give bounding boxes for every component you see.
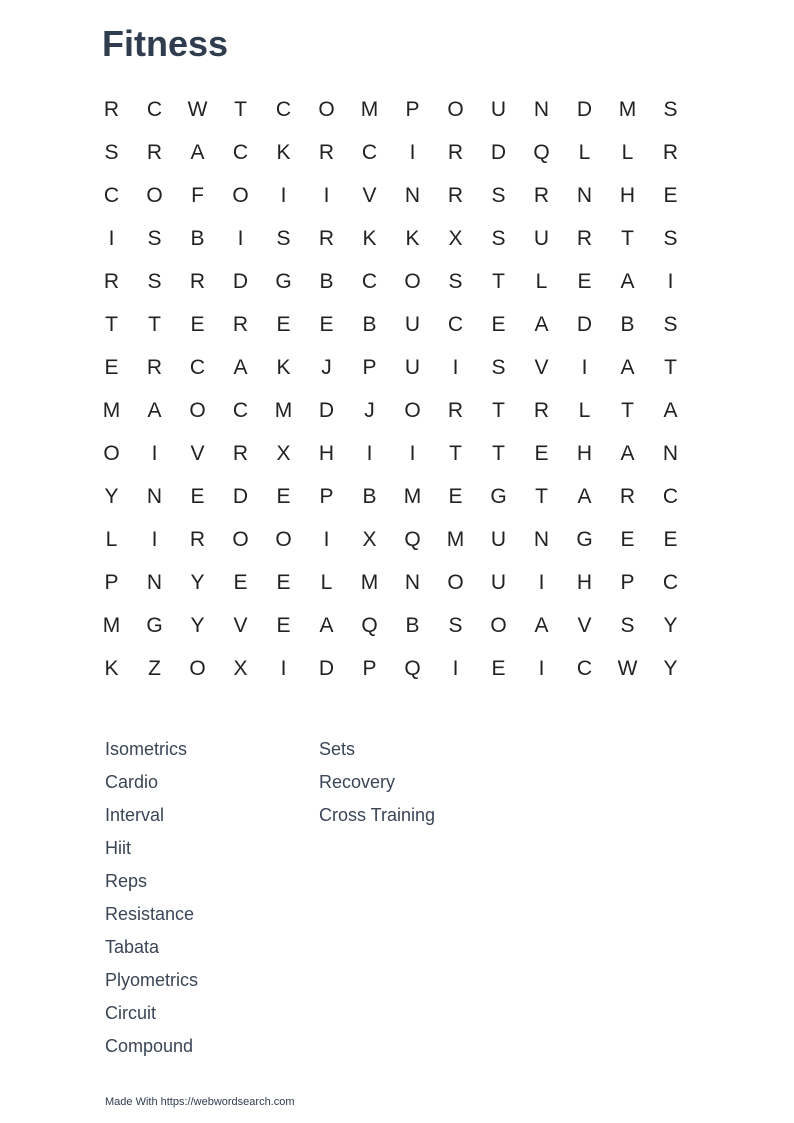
footer-credit: Made With https://webwordsearch.com [105,1096,295,1108]
grid-cell: Y [663,614,678,637]
word-item: Recovery [319,772,396,792]
grid-cell: S [147,270,162,293]
grid-cell: T [148,313,161,336]
grid-cell: S [448,614,463,637]
grid-cell: L [578,141,591,164]
grid-cell: U [404,313,421,336]
grid-row [90,432,692,475]
grid-cell: R [447,184,464,207]
grid-cell: U [490,528,507,551]
grid-cell: K [276,356,291,379]
grid-cell: F [191,184,204,207]
grid-cell: O [146,184,163,207]
grid-cell: C [275,98,292,121]
grid-cell: R [447,141,464,164]
word-item: Circuit [105,1003,157,1023]
grid-cell: X [448,227,463,250]
word-item: Resistance [105,904,195,924]
grid-cell: E [233,571,248,594]
grid-cell: C [361,270,378,293]
grid-cell: P [620,571,635,594]
grid-cell: M [274,399,293,422]
grid-cell: V [362,184,377,207]
grid-cell: P [104,571,119,594]
grid-cell: C [361,141,378,164]
grid-cell: H [576,571,593,594]
grid-cell: L [320,571,333,594]
grid-cell: K [362,227,377,250]
grid-cell: R [662,141,679,164]
grid-cell: C [232,141,249,164]
grid-row [90,647,692,690]
grid-cell: S [663,227,678,250]
grid-cell: E [534,442,549,465]
grid-cell: B [362,485,377,508]
grid-cell: L [621,141,634,164]
grid-cell: K [405,227,420,250]
grid-cell: R [146,356,163,379]
grid-cell: D [318,399,335,422]
grid-cell: V [577,614,592,637]
grid-cell: P [362,356,377,379]
grid-cell: E [276,614,291,637]
word-item: Hiit [105,838,131,858]
grid-cell: I [581,356,588,379]
grid-cell: S [104,141,119,164]
word-item: Plyometrics [105,970,199,990]
grid-cell: S [620,614,635,637]
grid-row [90,217,692,260]
word-item: Compound [105,1036,194,1056]
grid-cell: S [491,227,506,250]
word-item: Interval [105,805,165,825]
grid-cell: O [447,98,464,121]
grid-cell: A [534,614,549,637]
grid-cell: I [667,270,674,293]
word-list [105,736,533,1066]
grid-cell: P [405,98,420,121]
grid-cell: A [663,399,678,422]
grid-cell: O [103,442,120,465]
grid-cell: E [663,184,678,207]
grid-cell: C [662,485,679,508]
grid-row [90,604,692,647]
grid-cell: E [276,313,291,336]
grid-cell: V [534,356,549,379]
grid-cell: B [319,270,334,293]
grid-cell: R [103,98,120,121]
grid-cell: O [490,614,507,637]
grid-cell: T [105,313,118,336]
grid-cell: I [151,442,158,465]
grid-cell: X [362,528,377,551]
grid-cell: I [280,657,287,680]
grid-cell: M [403,485,422,508]
grid-cell: M [360,571,379,594]
word-item: Tabata [105,937,160,957]
grid-cell: A [190,141,205,164]
grid-cell: I [452,657,459,680]
grid-cell: I [237,227,244,250]
grid-cell: E [491,657,506,680]
grid-cell: O [404,399,421,422]
grid-cell: C [189,356,206,379]
grid-cell: O [232,528,249,551]
grid-cell: C [576,657,593,680]
grid-cell: G [490,485,507,508]
grid-cell: O [189,399,206,422]
grid-cell: Y [663,657,678,680]
grid-cell: I [108,227,115,250]
grid-cell: J [364,399,375,422]
grid-cell: R [103,270,120,293]
grid-cell: R [533,184,550,207]
grid-cell: N [576,184,593,207]
grid-cell: E [577,270,592,293]
grid-cell: Q [404,657,421,680]
grid-cell: Y [104,485,119,508]
grid-cell: O [189,657,206,680]
grid-cell: S [491,184,506,207]
grid-cell: N [533,528,550,551]
grid-cell: P [319,485,334,508]
grid-cell: H [576,442,593,465]
grid-cell: O [318,98,335,121]
grid-cell: U [533,227,550,250]
grid-cell: O [447,571,464,594]
grid-cell: U [490,98,507,121]
grid-cell: M [360,98,379,121]
word-item: Sets [319,739,356,759]
grid-cell: T [621,227,634,250]
grid-cell: A [534,313,549,336]
grid-cell: R [146,141,163,164]
grid-row [90,131,692,174]
grid-cell: I [538,571,545,594]
grid-cell: S [147,227,162,250]
grid-row [90,389,692,432]
grid-cell: E [276,571,291,594]
page-title: Fitness [102,23,229,64]
grid-cell: L [105,528,118,551]
grid-cell: N [404,184,421,207]
grid-cell: G [146,614,163,637]
grid-cell: O [232,184,249,207]
grid-cell: N [404,571,421,594]
grid-cell: O [275,528,292,551]
grid-cell: E [276,485,291,508]
grid-cell: R [189,528,206,551]
grid-cell: B [620,313,635,336]
grid-cell: H [318,442,335,465]
grid-cell: A [620,270,635,293]
grid-cell: R [232,442,249,465]
grid-cell: D [576,98,593,121]
grid-cell: A [319,614,334,637]
grid-cell: X [233,657,248,680]
grid-cell: R [232,313,249,336]
grid-cell: Q [361,614,378,637]
word-column [319,736,533,1066]
grid-cell: E [319,313,334,336]
word-column [105,736,319,1066]
word-item: Cardio [105,772,159,792]
grid-cell: T [664,356,677,379]
grid-row [90,174,692,217]
grid-cell: E [190,313,205,336]
grid-cell: W [617,657,638,680]
grid-cell: A [577,485,592,508]
grid-cell: A [620,442,635,465]
grid-cell: U [490,571,507,594]
grid-cell: R [533,399,550,422]
grid-cell: I [323,528,330,551]
grid-cell: K [276,141,291,164]
grid-cell: E [190,485,205,508]
grid-cell: B [405,614,420,637]
grid-cell: A [147,399,162,422]
grid-cell: T [492,270,505,293]
grid-cell: N [146,485,163,508]
grid-row [90,260,692,303]
grid-cell: C [232,399,249,422]
grid-cell: M [102,614,121,637]
grid-cell: T [449,442,462,465]
grid-cell: M [102,399,121,422]
grid-cell: I [366,442,373,465]
grid-cell: V [233,614,248,637]
grid-cell: G [275,270,292,293]
grid-cell: N [533,98,550,121]
grid-cell: E [104,356,119,379]
grid-cell: D [232,270,249,293]
grid-cell: B [190,227,205,250]
grid-cell: R [576,227,593,250]
grid-row [90,475,692,518]
grid-cell: I [323,184,330,207]
grid-cell: A [620,356,635,379]
grid-cell: H [619,184,636,207]
grid-cell: E [491,313,506,336]
grid-cell: S [663,313,678,336]
grid-row [90,88,692,131]
word-item: Cross Training [319,805,436,825]
grid-cell: Q [404,528,421,551]
grid-cell: D [318,657,335,680]
grid-cell: S [276,227,291,250]
grid-cell: R [447,399,464,422]
grid-cell: S [491,356,506,379]
letter-grid [90,88,692,690]
grid-cell: O [404,270,421,293]
grid-cell: W [187,98,208,121]
grid-row [90,561,692,604]
grid-cell: R [318,227,335,250]
grid-cell: C [447,313,464,336]
grid-cell: G [576,528,593,551]
grid-cell: T [492,442,505,465]
grid-cell: I [409,141,416,164]
grid-cell: L [578,399,591,422]
grid-cell: I [538,657,545,680]
grid-row [90,346,692,389]
grid-cell: E [620,528,635,551]
grid-cell: I [452,356,459,379]
grid-cell: X [276,442,291,465]
grid-cell: L [535,270,548,293]
grid-cell: P [362,657,377,680]
grid-cell: N [662,442,679,465]
grid-cell: J [321,356,332,379]
grid-cell: N [146,571,163,594]
grid-cell: I [280,184,287,207]
grid-cell: T [535,485,548,508]
grid-cell: K [104,657,119,680]
grid-cell: D [576,313,593,336]
grid-row [90,518,692,561]
grid-cell: S [448,270,463,293]
grid-cell: R [619,485,636,508]
grid-cell: E [448,485,463,508]
grid-cell: I [409,442,416,465]
grid-cell: C [662,571,679,594]
grid-cell: D [490,141,507,164]
grid-cell: S [663,98,678,121]
grid-cell: I [151,528,158,551]
grid-cell: U [404,356,421,379]
grid-cell: Y [190,571,205,594]
grid-row [90,303,692,346]
grid-cell: T [621,399,634,422]
grid-cell: B [362,313,377,336]
grid-cell: C [146,98,163,121]
grid-cell: V [190,442,205,465]
grid-cell: Z [148,657,161,680]
grid-cell: M [446,528,465,551]
grid-cell: E [663,528,678,551]
word-item: Reps [105,871,148,891]
grid-cell: D [232,485,249,508]
grid-cell: M [618,98,637,121]
grid-cell: T [234,98,247,121]
grid-cell: Q [533,141,550,164]
grid-cell: R [189,270,206,293]
grid-cell: T [492,399,505,422]
grid-cell: Y [190,614,205,637]
grid-cell: R [318,141,335,164]
grid-cell: C [103,184,120,207]
word-item: Isometrics [105,739,188,759]
grid-cell: A [233,356,248,379]
